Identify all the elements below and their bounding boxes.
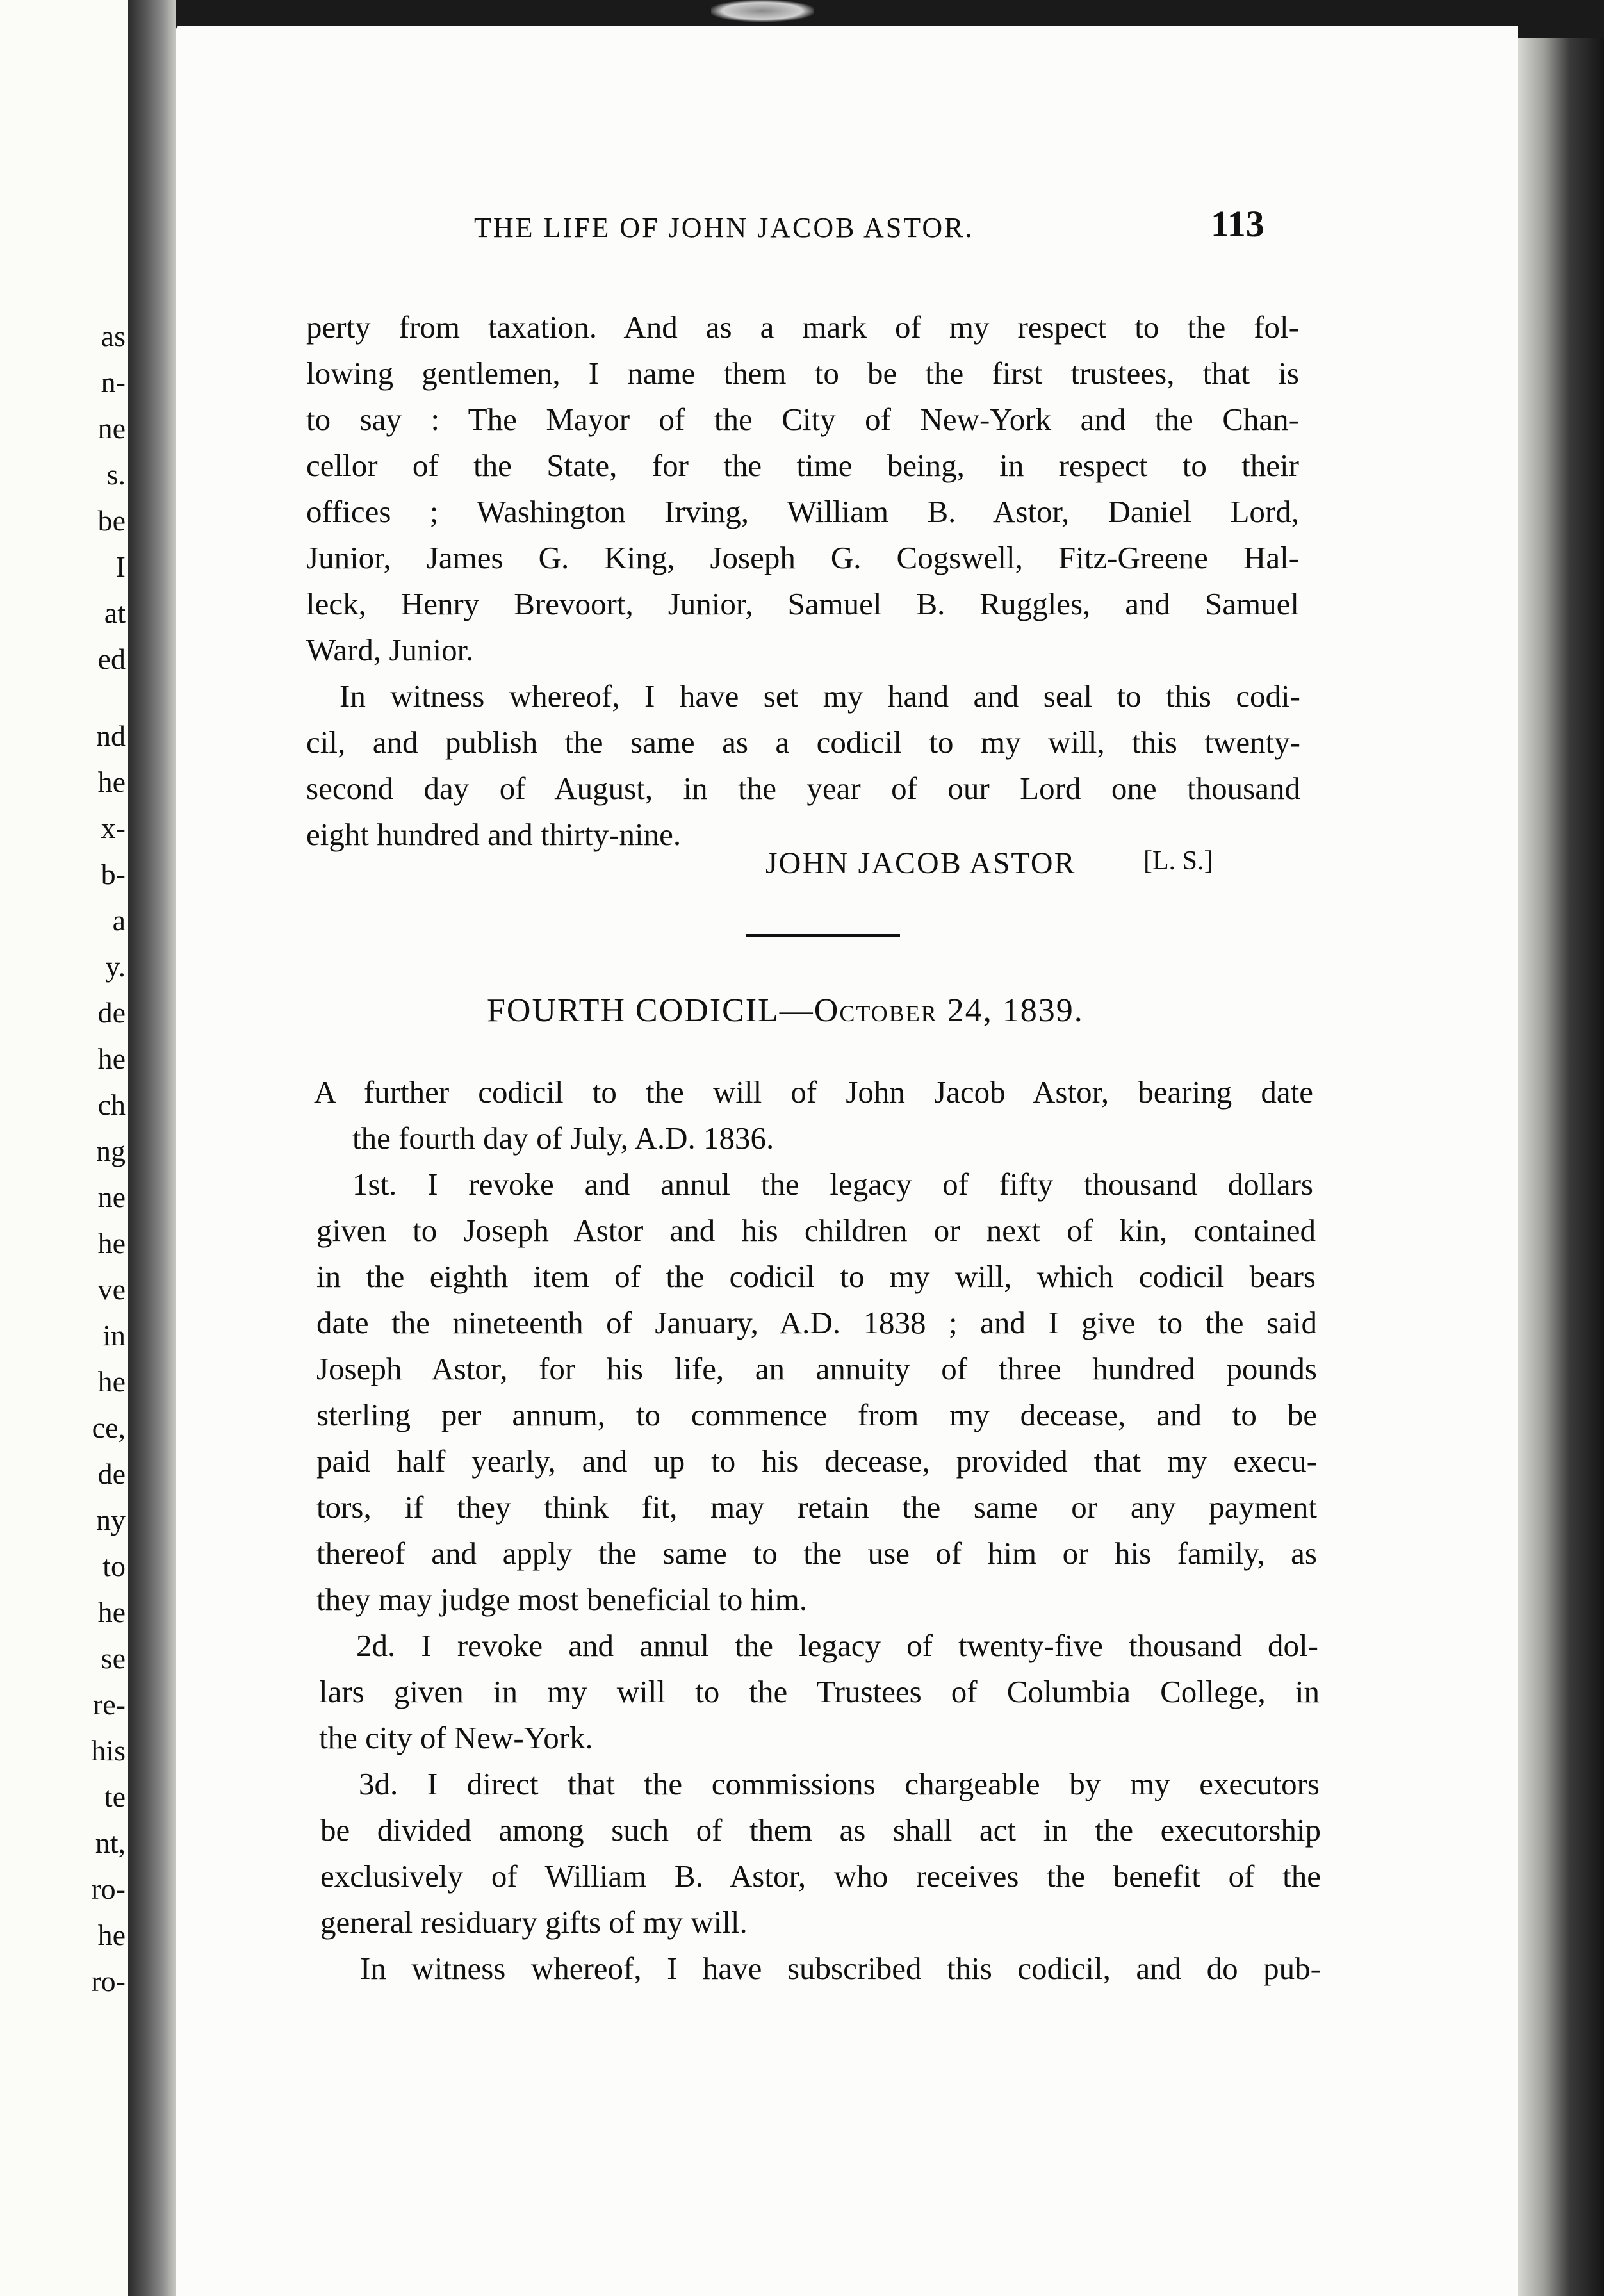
previous-page-text-fragment: s. xyxy=(106,458,126,491)
text-line: Joseph Astor, for his life, an annuity of three hundred pounds xyxy=(316,1351,1317,1386)
previous-page-edge xyxy=(0,0,135,2296)
previous-page-text-fragment: ne xyxy=(97,412,126,445)
text-line: In witness whereof, I have subscribed this codicil, and do pub- xyxy=(360,1951,1321,1986)
previous-page-text-fragment: to xyxy=(102,1550,126,1582)
text-line: general residuary gifts of my will. xyxy=(320,1905,748,1940)
previous-page-text-fragment: y. xyxy=(105,950,126,983)
previous-page-text-fragment: ny xyxy=(96,1504,126,1536)
text-line: leck, Henry Brevoort, Junior, Samuel B. Ruggles, and Samuel xyxy=(306,586,1299,621)
text-line: the fourth day of July, A.D. 1836. xyxy=(352,1120,774,1156)
previous-page-text-fragment: at xyxy=(104,596,126,629)
previous-page-text-fragment: ce, xyxy=(92,1411,126,1444)
text-line: A further codicil to the will of John Jacob Astor, bearing date xyxy=(314,1074,1313,1110)
text-line: cil, and publish the same as a codicil to my will, this twenty- xyxy=(306,725,1300,760)
previous-page-text-fragment: re- xyxy=(92,1688,126,1721)
heading-title: FOURTH CODICIL— xyxy=(487,992,814,1029)
text-line: to say : The Mayor of the City of New-York and the Chan- xyxy=(306,402,1299,437)
text-line: they may judge most beneficial to him. xyxy=(316,1582,808,1617)
text-line: lowing gentlemen, I name them to be the first trustees, that is xyxy=(306,356,1299,391)
previous-page-text-fragment: a xyxy=(112,904,126,937)
previous-page-text-fragment: ve xyxy=(97,1273,126,1306)
previous-page-text-fragment: he xyxy=(97,1365,126,1398)
text-line: be divided among such of them as shall act in the executorship xyxy=(320,1812,1321,1848)
text-line: 1st. I revoke and annul the legacy of fifty thousand dollars xyxy=(352,1167,1313,1202)
heading-date: October 24, 1839. xyxy=(814,992,1084,1029)
text-line: sterling per annum, to commence from my decease, and to be xyxy=(316,1397,1317,1432)
previous-page-text-fragment: nt, xyxy=(95,1826,126,1859)
previous-page-text-fragment: se xyxy=(101,1642,126,1675)
previous-page-text-fragment: te xyxy=(104,1780,126,1813)
text-line: Ward, Junior. xyxy=(306,632,474,668)
text-line: paid half yearly, and up to his decease, provided that my execu- xyxy=(316,1443,1317,1479)
previous-page-text-fragment: he xyxy=(97,1227,126,1259)
section-divider xyxy=(746,934,900,937)
signature-line: JOHN JACOB ASTOR xyxy=(765,846,1076,880)
text-line: date the nineteenth of January, A.D. 1838 ; and I give to the said xyxy=(316,1305,1317,1340)
text-line: offices ; Washington Irving, William B. Astor, Daniel Lord, xyxy=(306,494,1299,529)
text-line: the city of New-York. xyxy=(319,1720,593,1755)
previous-page-text-fragment: nd xyxy=(96,719,126,752)
previous-page-text-fragment: he xyxy=(97,1919,126,1951)
previous-page-text-fragment: de xyxy=(97,996,126,1029)
previous-page-text-fragment: n- xyxy=(101,366,126,398)
text-line: second day of August, in the year of our Lord one thousand xyxy=(306,771,1300,806)
book-gutter xyxy=(128,0,176,2296)
text-line: Junior, James G. King, Joseph G. Cogswell, Fitz-Greene Hal- xyxy=(306,540,1299,575)
text-line: perty from taxation. And as a mark of my respect to the fol- xyxy=(306,309,1299,345)
previous-page-text-fragment: ne xyxy=(97,1181,126,1213)
text-line: cellor of the State, for the time being, in respect to their xyxy=(306,448,1299,483)
previous-page-text-fragment: de xyxy=(97,1457,126,1490)
previous-page-text-fragment: he xyxy=(97,1596,126,1628)
previous-page-text-fragment: as xyxy=(101,320,126,352)
text-line: In witness whereof, I have set my hand and seal to this codi- xyxy=(340,678,1300,714)
section-heading xyxy=(487,992,1084,1029)
text-line: 2d. I revoke and annul the legacy of twenty-five thousand dol- xyxy=(356,1628,1318,1663)
seal-mark: [L. S.] xyxy=(1143,846,1213,876)
previous-page-text-fragment: x- xyxy=(101,812,126,844)
previous-page-text-fragment: his xyxy=(91,1734,126,1767)
running-title: THE LIFE OF JOHN JACOB ASTOR. xyxy=(474,212,974,243)
previous-page-text-fragment: ng xyxy=(96,1135,126,1167)
previous-page-text-fragment: ch xyxy=(97,1088,126,1121)
text-line: exclusively of William B. Astor, who receives the benefit of the xyxy=(320,1858,1321,1894)
previous-page-text-fragment: in xyxy=(102,1319,126,1352)
text-line: given to Joseph Astor and his children or next of kin, contained xyxy=(316,1213,1316,1248)
previous-page-text-fragment: he xyxy=(97,1042,126,1075)
text-line: thereof and apply the same to the use of him or his family, as xyxy=(316,1536,1317,1571)
library-stamp-mark xyxy=(711,0,814,22)
text-line: eight hundred and thirty-nine. xyxy=(306,817,682,852)
previous-page-text-fragment: b- xyxy=(101,858,126,890)
text-line: 3d. I direct that the commissions chargeable by my executors xyxy=(359,1766,1320,1801)
text-line: lars given in my will to the Trustees of Columbia College, in xyxy=(319,1674,1320,1709)
text-line: in the eighth item of the codicil to my will, which codicil bears xyxy=(316,1259,1316,1294)
page-edge-shadow xyxy=(1518,38,1604,2296)
previous-page-text-fragment: be xyxy=(97,504,126,537)
previous-page-text-fragment: I xyxy=(115,550,126,583)
page-number: 113 xyxy=(1211,203,1264,245)
previous-page-text-fragment: he xyxy=(97,766,126,798)
previous-page-text-fragment: ed xyxy=(97,643,126,675)
previous-page-text-fragment: ro- xyxy=(91,1965,126,1997)
previous-page-text-fragment: ro- xyxy=(91,1873,126,1905)
text-line: tors, if they think fit, may retain the same or any payment xyxy=(316,1489,1317,1525)
